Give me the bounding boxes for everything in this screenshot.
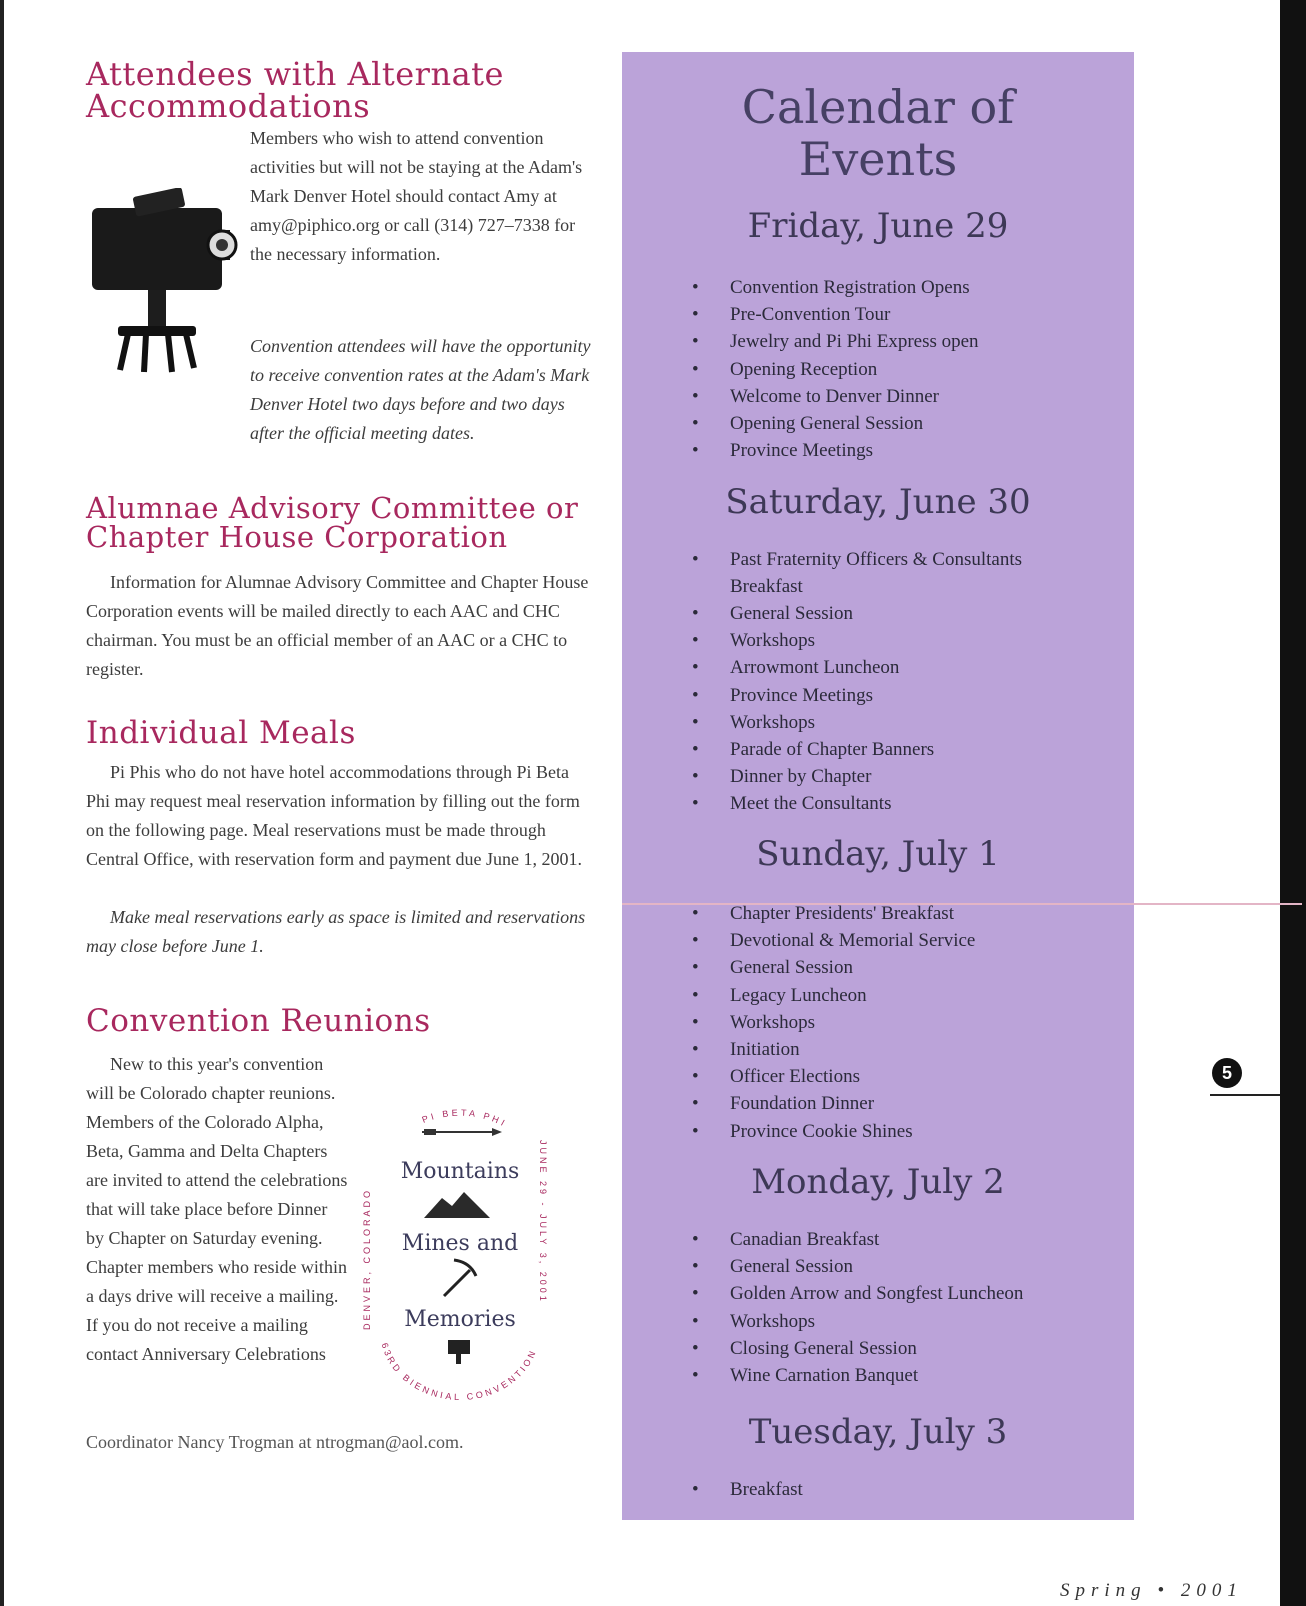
event-item: • Parade of Chapter Banners <box>692 736 1032 763</box>
event-item: • Devotional & Memorial Service <box>692 927 1112 954</box>
event-item: • Dinner by Chapter <box>692 763 1032 790</box>
page-edge-right <box>1280 0 1306 1606</box>
logo-ring-top: PI BETA PHI <box>420 1107 509 1130</box>
day-title-monday: Monday, July 2 <box>751 1162 1005 1202</box>
event-item: • Legacy Luncheon <box>692 982 1112 1009</box>
calendar-title-line2: Events <box>798 132 958 186</box>
attendees-heading-line2: Accommodations <box>86 87 371 125</box>
logo-line3: Memories <box>404 1307 516 1332</box>
camera-small-icon <box>448 1340 470 1364</box>
tuesday-events <box>692 1476 1112 1503</box>
aac-para: Information for Alumnae Advisory Committee and Chapter House Corporation events will be mailed directly to each AAC and CHC chairman. You must be an official member of an AAC or a CHC to register. <box>86 572 589 679</box>
logo-ring-right: JUNE 29 - JULY 3, 2001 <box>538 1140 548 1304</box>
page-number-rule <box>1210 1094 1280 1096</box>
footer-issue: Spring • 2001 <box>1060 1580 1243 1601</box>
event-item: • Welcome to Denver Dinner <box>692 383 1112 410</box>
event-item: • Pre-Convention Tour <box>692 301 1112 328</box>
event-item: • General Session <box>692 954 1112 981</box>
sunday-events <box>692 900 1112 1145</box>
event-item: • Initiation <box>692 1036 1112 1063</box>
attendees-para1: Members who wish to attend convention activities but will not be staying at the Adam's Mark Denver Hotel should contact Amy at amy@piphico.org or call (314) 727–7338 for the necessary information. <box>250 128 583 264</box>
event-item: • Meet the Consultants <box>692 790 1032 817</box>
reunions-para-last: Coordinator Nancy Trogman at ntrogman@aol.com. <box>86 1432 464 1452</box>
meals-heading: Individual Meals <box>86 715 356 751</box>
arrow-icon <box>422 1128 502 1136</box>
event-item: • Foundation Dinner <box>692 1090 1112 1117</box>
event-item: • Opening Reception <box>692 356 1112 383</box>
event-item: • Workshops <box>692 1009 1112 1036</box>
aac-heading-line2: Chapter House Corporation <box>86 520 508 554</box>
day-title-tuesday: Tuesday, July 3 <box>748 1412 1008 1452</box>
event-item: • Wine Carnation Banquet <box>692 1362 1112 1389</box>
event-item: • Workshops <box>692 627 1032 654</box>
event-item: • General Session <box>692 1253 1112 1280</box>
event-item: • General Session <box>692 600 1032 627</box>
event-item: • Arrowmont Luncheon <box>692 654 1032 681</box>
event-item: • Golden Arrow and Songfest Luncheon <box>692 1280 1112 1307</box>
page-edge-left <box>0 0 4 1606</box>
day-title-friday: Friday, June 29 <box>747 206 1009 246</box>
event-item: • Canadian Breakfast <box>692 1226 1112 1253</box>
event-item: • Province Meetings <box>692 682 1032 709</box>
event-item: • Workshops <box>692 709 1032 736</box>
logo-line1: Mountains <box>400 1159 520 1184</box>
day-title-sunday: Sunday, July 1 <box>756 834 1000 874</box>
saturday-events <box>692 546 1032 818</box>
event-item: • Officer Elections <box>692 1063 1112 1090</box>
event-item: • Breakfast <box>692 1476 1112 1503</box>
day-title-saturday: Saturday, June 30 <box>725 482 1031 522</box>
friday-events <box>692 274 1112 464</box>
mountain-icon <box>424 1192 490 1218</box>
meals-para2: Make meal reservations early as space is limited and reservations may close before June 1. <box>86 907 586 956</box>
event-item: • Jewelry and Pi Phi Express open <box>692 328 1112 355</box>
camera-icon <box>88 188 238 378</box>
attendees-para2: Convention attendees will have the opportunity to receive convention rates at the Adam's Mark Denver Hotel two days before and two days after the official meeting dates. <box>250 336 591 443</box>
reunions-heading: Convention Reunions <box>86 1003 431 1039</box>
calendar-title-line1: Calendar of <box>741 80 1015 134</box>
meals-para1: Pi Phis who do not have hotel accommodations through Pi Beta Phi may request meal reservation information by filling out the form on the following page. Meal reservations must be made through Central Office, with reservation form and payment due June 1, 2001. <box>86 762 583 869</box>
event-item: • Workshops <box>692 1308 1112 1335</box>
page-number-badge: 5 <box>1212 1058 1242 1088</box>
logo-ring-left: DENVER, COLORADO <box>362 1187 372 1330</box>
event-item: • Past Fraternity Officers & Consultants Breakfast <box>692 546 1032 600</box>
event-item: • Closing General Session <box>692 1335 1112 1362</box>
aac-heading <box>86 491 579 554</box>
event-item: • Province Cookie Shines <box>692 1118 1112 1145</box>
logo-line2: Mines and <box>401 1231 519 1256</box>
svg-text:PI BETA PHI <box>421 1108 509 1130</box>
monday-events <box>692 1226 1112 1389</box>
pickaxe-icon <box>444 1260 476 1296</box>
logo-ring-bottom: 63RD BIENNIAL CONVENTION <box>379 1341 539 1403</box>
aac-heading-line1: Alumnae Advisory Committee or <box>86 491 579 525</box>
event-item: • Opening General Session <box>692 410 1112 437</box>
attendees-heading <box>86 55 504 125</box>
attendees-heading-line1: Attendees with Alternate <box>86 55 504 93</box>
reunions-para: New to this year's convention will be Colorado chapter reunions. Members of the Colorado Alpha, Beta, Gamma and Delta Chapters are invited to attend the celebrations that will take place before Dinner by Chapter on Saturday evening. Chapter members who reside within a days drive will receive a mailing. If you do not receive a mailing contact Anniversary Celebrations <box>86 1054 348 1364</box>
convention-logo <box>360 1080 560 1410</box>
event-item: • Chapter Presidents' Breakfast <box>692 900 1112 927</box>
event-item: • Province Meetings <box>692 437 1112 464</box>
event-item: • Convention Registration Opens <box>692 274 1112 301</box>
